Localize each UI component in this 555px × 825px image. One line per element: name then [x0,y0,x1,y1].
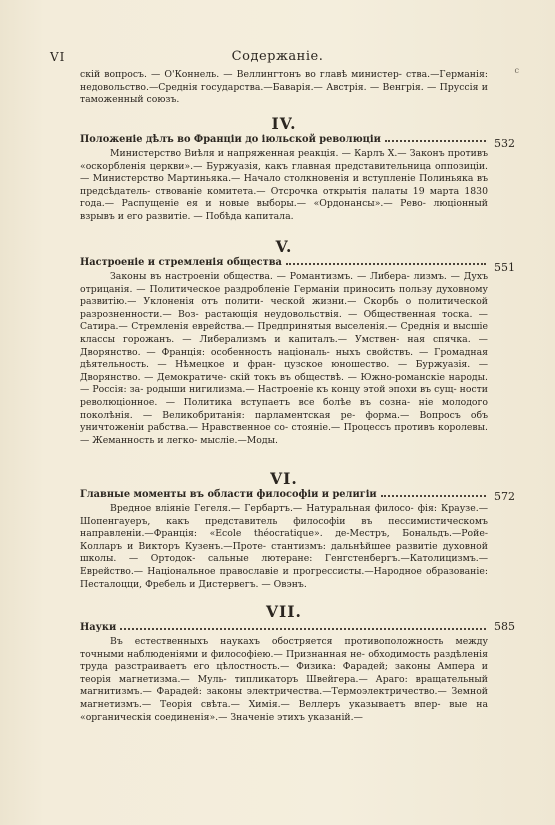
section-page-number: 532 [494,137,515,150]
section-iv [80,115,488,224]
section-summary: Въ естественныхъ наукахъ обостряется противоположность между точными наблюденіями и философіею.— Признанная не- обходимость раздѣленія труда разстраиваетъ его цѣлостность.— Физика: Фарадей; законы Ампера и теорія магнетизма.— Муль- типликаторъ Швейгера.— Араго: вращательный магнитизмъ.— Фарадей: законы электричества.—Термоэлектричество.— Земной магнетизмъ.— Теорія свѣта.— Химія.— Веллеръ указываетъ впер- вые на «органическія соединенія».— Значеніе этихъ указаній.— [80,636,488,723]
section-summary: Вредное вліяніе Гегеля.— Гербартъ.— Натуральная филосо- фія: Краузе.— Шопенгауеръ, какъ представитель философіи въ пессимистическомъ направленіи.—Франція: «Ecole théocratique». де-Местръ, Бональдъ.—Ройе-Колларъ и Викторъ Кузенъ.—Проте- стантизмъ: дальнѣйшее развитіе духовной школы. — Ортодок- сальные лютеране: Генгстенбергъ.—Католицизмъ.—Еврейство.— Національное православіе и прогрессисты.—Народное образованіе: Песталоцци, Фребель и Дистервегъ. — Овэнъ. [80,503,489,590]
section-heading[interactable]: Положеніе дѣлъ во Франціи до іюльской революціи [80,133,490,146]
section-heading[interactable]: Науки [80,621,490,634]
section-vii [80,603,488,724]
section-v [80,238,488,447]
section-summary: Министерство Виѣля и напряженная реакція. — Карлъ X.— Законъ противъ «оскорбленія церкви».— Буржуазія, какъ главная представительница оппозиціи. — Министерство Мартиньяка.— Начало столкновенія и вступленіе Полиньяка въ предсѣдатель- ствованіе комитета.— Отсрочка открытія палаты 19 марта 1830 года.— Распущеніе ея и новые выборы.— «Ордонансы».— Рево- люціонный взрывъ и его развитіе. — Побѣда капитала. [80,148,488,222]
section-summary: Законы въ настроеніи общества. — Романтизмъ. — Либера- лизмъ. — Духъ отрицанія. — Политическое раздробленіе Германіи приносить пользу духовному развитію.— Уклоненія отъ полити- ческой жизни.— Скорбь о политической разрозненности.— Воз- растающія неудовольствія. — Общественная тоска. — Сатира.— Стремленія еврейства.— Предпринятыя выселенія.— Среднія и высшіе классы горожанъ. — Либерализмъ и капиталъ.— Умствен- ная спячка. — Дворянство. — Франція: особенность національ- ныхъ свойствъ. — Громадная дѣятельность. — Нѣмецкое и фран- цузское юношество. — Буржуазія. — Дворянство. — Демократиче- скій токъ въ обществѣ. — Южно-романскіе народы. — Россія: за- родыши нигилизма.— Настроеніе къ концу этой эпохи въ сущ- ности революціонное. — Политика вступаетъ все болѣе въ созна- ніе молодого поколѣнія. — Великобританія: парламентская ре- форма.— Вопросъ объ уничтоженіи рабства.— Нравственное со- стояніе.— Процессъ противъ королевы. — Жеманность и легко- мысліе.—Моды. [80,271,489,446]
section-heading[interactable]: Главные моменты въ области философіи и религіи [80,488,490,501]
section-vi [80,470,488,591]
section-page-number: 551 [494,261,515,274]
section-numeral: V. [275,237,293,256]
section-numeral: VII. [266,602,302,621]
margin-mark: с [514,66,519,75]
section-page-number: 585 [494,620,515,633]
running-title: Содержаніе. [231,49,324,64]
section-page-number: 572 [494,490,515,503]
page-number: VI [50,50,66,64]
section-heading[interactable]: Настроеніе и стремленія общества [80,256,490,269]
section-numeral: VI. [270,469,298,488]
continuation-text: скій вопросъ. — О'Коннель. — Веллингтонъ во главѣ министер- ства.—Германія: недовольство.—Среднія государства.—Баварія.— Австрія. — Венгрія. — Пруссія и таможенный союзъ. [80,69,488,106]
section-numeral: IV. [271,114,297,133]
continuation-block [80,69,488,107]
